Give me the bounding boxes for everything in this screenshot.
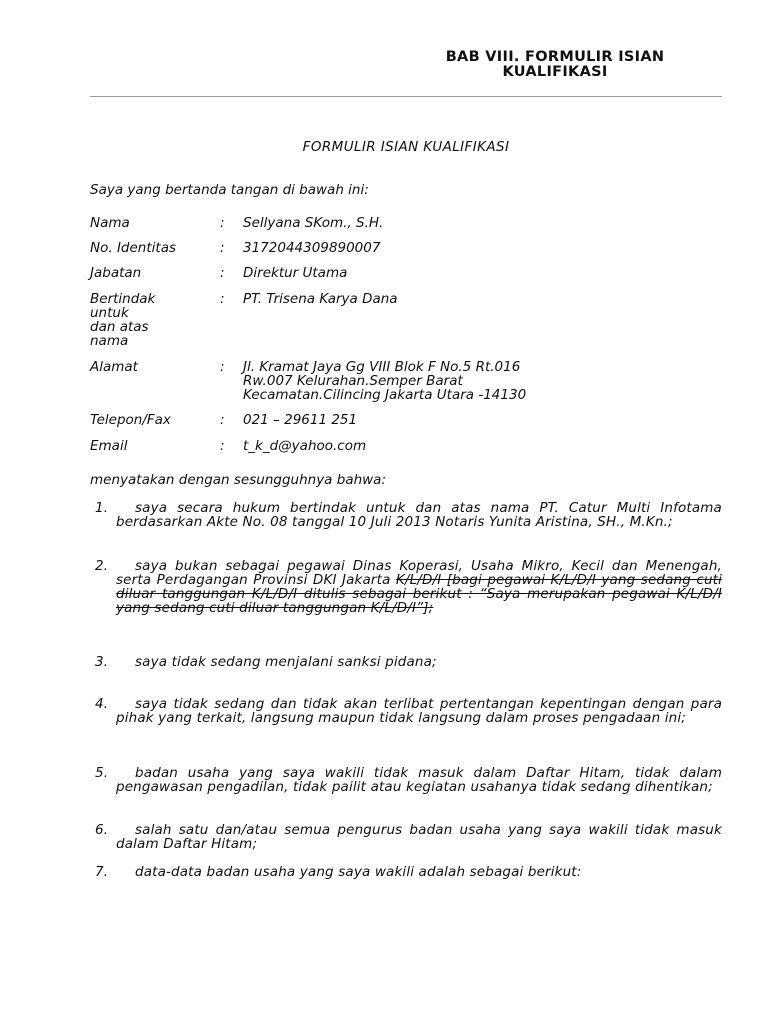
field-colon: : [220, 265, 225, 281]
chapter-heading-line-1: BAB VIII. FORMULIR ISIAN [445, 49, 665, 65]
field-label-line: untuk [90, 305, 129, 321]
list-text: saya tidak sedang dan tidak akan terlibat pertentangan kepentingan dengan para pihak yang terkait, langsung maupun tidak langsung dalam proses pengadaan ini; [116, 696, 722, 726]
list-item [90, 766, 722, 794]
list-text: data-data badan usaha yang saya wakili adalah sebagai berikut: [135, 864, 582, 880]
field-label: Nama [90, 215, 130, 231]
field-value: Sellyana SKom., S.H. [243, 215, 384, 231]
list-text: saya secara hukum bertindak untuk dan atas nama PT. Catur Multi Infotama berdasarkan Akte No. 08 tanggal 10 Juli 2013 Notaris Yunita Aristina, SH., M.Kn.; [116, 500, 722, 530]
field-value [243, 360, 723, 402]
field-label-line: dan atas [90, 319, 149, 335]
list-text-plain: saya bukan sebagai pegawai Dinas Koperasi, Usaha Mikro, Kecil dan Menengah, serta Perdagangan Provinsi DKI Jakarta [116, 558, 722, 588]
field-label: Alamat [90, 359, 138, 375]
list-item [90, 697, 722, 725]
address-line: Kecamatan.Cilincing Jakarta Utara -14130 [243, 387, 527, 403]
list-number: 1. [95, 500, 109, 516]
field-label: Telepon/Fax [90, 412, 171, 428]
field-label-line: Bertindak [90, 291, 156, 307]
field-colon: : [220, 438, 225, 454]
field-value: PT. Trisena Karya Dana [243, 291, 398, 307]
list-item [90, 559, 722, 615]
form-title: FORMULIR ISIAN KUALIFIKASI [302, 139, 510, 155]
field-label [90, 292, 205, 348]
list-number: 7. [95, 864, 109, 880]
list-number: 6. [95, 822, 109, 838]
field-value: 3172044309890007 [243, 240, 381, 256]
list-number: 2. [95, 558, 109, 574]
address-line: Jl. Kramat Jaya Gg VIII Blok F No.5 Rt.016 [243, 359, 521, 375]
field-value: Direktur Utama [243, 265, 348, 281]
list-text: salah satu dan/atau semua pengurus badan usaha yang saya wakili tidak masuk dalam Daftar Hitam; [116, 822, 722, 852]
declaration-intro: menyatakan dengan sesungguhnya bahwa: [90, 472, 387, 488]
list-number: 4. [95, 696, 109, 712]
list-number: 3. [95, 654, 109, 670]
list-text: badan usaha yang saya wakili tidak masuk dalam Daftar Hitam, tidak dalam pengawasan pengadilan, tidak pailit atau kegiatan usahanya tidak sedang dihentikan; [116, 765, 722, 795]
field-label: Email [90, 438, 128, 454]
chapter-heading [400, 50, 710, 80]
list-item [90, 865, 722, 879]
field-colon: : [220, 240, 225, 256]
list-text [116, 559, 722, 615]
address-line: Rw.007 Kelurahan.Semper Barat [243, 373, 463, 389]
list-item [90, 655, 722, 669]
intro-text: Saya yang bertanda tangan di bawah ini: [90, 182, 369, 198]
field-label: No. Identitas [90, 240, 176, 256]
list-number: 5. [95, 765, 109, 781]
field-value: 021 – 29611 251 [243, 412, 358, 428]
list-item [90, 823, 722, 851]
field-colon: : [220, 412, 225, 428]
field-value: t_k_d@yahoo.com [243, 438, 367, 454]
field-colon: : [220, 291, 225, 307]
struck-text: K/L/D/I [bagi pegawai K/L/D/I yang sedang cuti diluar tanggungan K/L/D/I ditulis sebagai berikut : “Saya merupakan pegawai K/L/D/I yang sedang cuti diluar tanggungan K/L/D/I”]; [116, 572, 722, 616]
field-colon: : [220, 359, 225, 375]
field-label-line: nama [90, 333, 129, 349]
header-divider [90, 96, 722, 97]
list-item [90, 501, 722, 529]
list-text: saya tidak sedang menjalani sanksi pidana; [135, 654, 437, 670]
field-label: Jabatan [90, 265, 142, 281]
chapter-heading-line-2: KUALIFIKASI [502, 64, 608, 80]
field-colon: : [220, 215, 225, 231]
